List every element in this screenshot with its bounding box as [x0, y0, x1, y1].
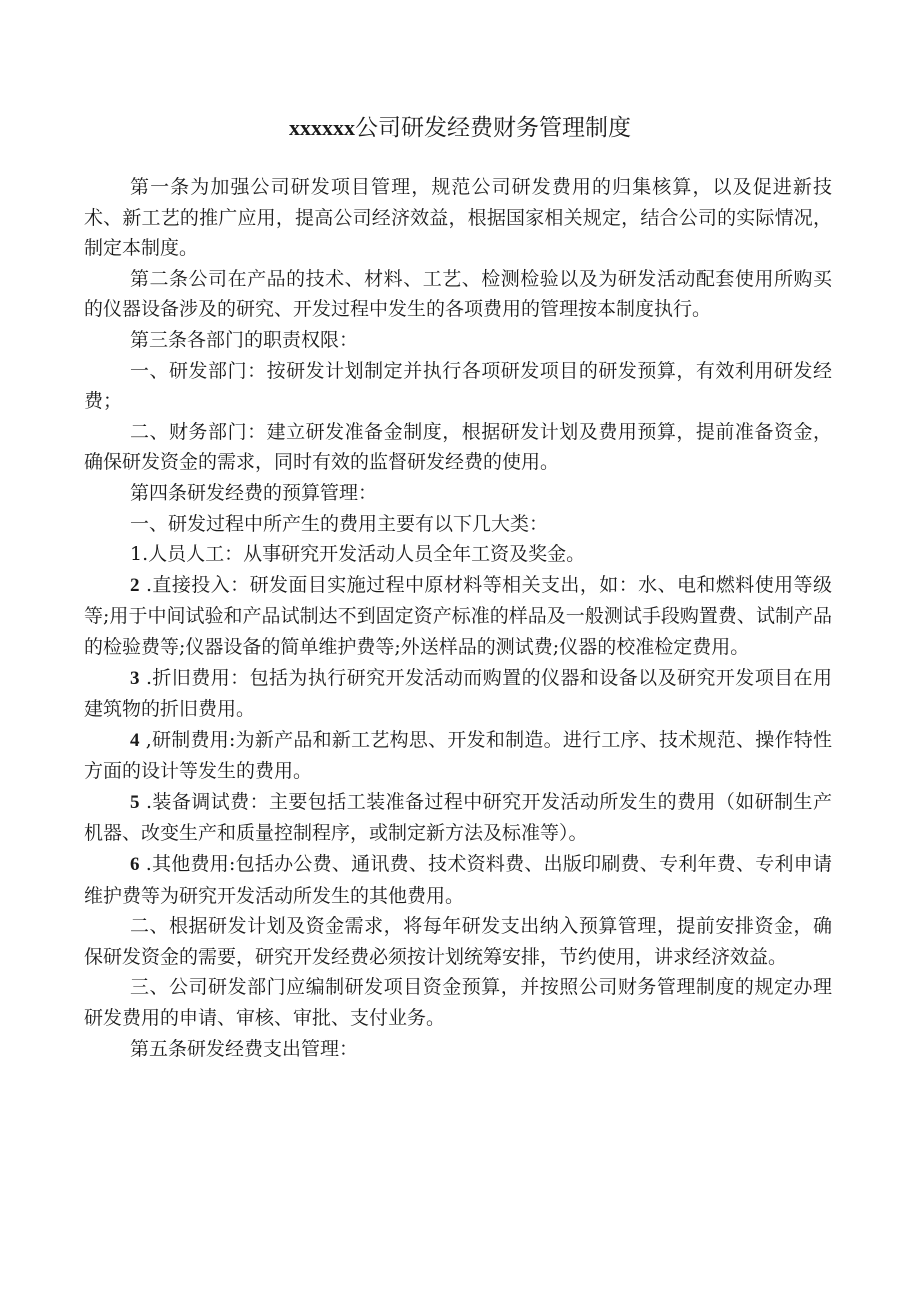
expense-item-number: 5 [130, 791, 140, 813]
expense-item-3 [84, 663, 832, 725]
article-3-item-rd-dept: 一、研发部门：按研发计划制定并执行各项研发项目的研发预算，有效利用研发经费； [84, 359, 832, 413]
expense-item-1: 1.人员人工：从事研究开发活动人员全年工资及奖金。 [130, 543, 586, 566]
article-1-paragraph: 第一条为加强公司研发项目管理，规范公司研发费用的归集核算，以及促进新技术、新工艺的推广应用，提高公司经济效益，根据国家相关规定，结合公司的实际情况，制定本制度。 [84, 176, 832, 260]
article-5-heading: 第五条研发经费支出管理： [130, 1037, 359, 1060]
title-company-placeholder: xxxxxx [289, 115, 355, 140]
article-3-heading: 第三条各部门的职责权限： [130, 328, 359, 351]
expense-item-text: .装备调试费：主要包括工装准备过程中研究开发活动所发生的费用（如研制生产机器、改变生产和质量控制程序，或制定新方法及标准等）。 [84, 790, 832, 845]
article-2-paragraph: 第二条公司在产品的技术、材料、工艺、检测检验以及为研发活动配套使用所购买的仪器设备涉及的研究、开发过程中发生的各项费用的管理按本制度执行。 [84, 267, 832, 321]
expense-item-number: 4 [130, 729, 140, 751]
expense-item-2 [84, 570, 832, 663]
expense-item-4 [84, 725, 832, 787]
expense-item-number: 2 [130, 574, 140, 596]
expense-item-text: .折旧费用：包括为执行研究开发活动而购置的仪器和设备以及研究开发项目在用建筑物的折旧费用。 [84, 666, 832, 721]
article-3-item-finance-dept: 二、财务部门：建立研发准备金制度，根据研发计划及费用预算，提前准备资金，确保研发资金的需求，同时有效的监督研发经费的使用。 [84, 420, 832, 474]
expense-item-text: .其他费用:包括办公费、通讯费、技术资料费、出版印刷费、专利年费、专利申请维护费等为研究开发活动所发生的其他费用。 [84, 853, 832, 907]
article-4-section-2: 二、根据研发计划及资金需求，将每年研发支出纳入预算管理，提前安排资金，确保研发资金的需要，研究开发经费必须按计划统筹安排，节约使用，讲求经济效益。 [84, 915, 832, 968]
article-4-heading: 第四条研发经费的预算管理： [130, 481, 378, 504]
expense-item-text: ,研制费用:为新产品和新工艺构思、开发和制造。进行工序、技术规范、操作特性方面的设计等发生的费用。 [84, 728, 832, 783]
expense-item-number: 6 [130, 854, 140, 876]
expense-item-text: .直接投入：研发面目实施过程中原材料等相关支出，如：水、电和燃料使用等级等;用于中间试验和产品试制达不到固定资产标准的样品及一般测试手段购置费、试制产品的检验费等;仪器设备的简单维护费等;外送样品的测试费;仪器的校准检定费用。 [84, 573, 832, 658]
expense-item-5 [84, 787, 832, 849]
expense-item-number: 3 [130, 667, 140, 689]
article-4-section-1: 一、研发过程中所产生的费用主要有以下几大类： [130, 512, 549, 535]
document-title [0, 112, 920, 144]
title-text: 公司研发经费财务管理制度 [355, 115, 631, 141]
expense-item-6 [84, 849, 832, 911]
document-body [84, 172, 832, 1064]
article-4-section-3: 三、公司研发部门应编制研发项目资金预算，并按照公司财务管理制度的规定办理研发费用的申请、审核、审批、支付业务。 [84, 976, 832, 1030]
